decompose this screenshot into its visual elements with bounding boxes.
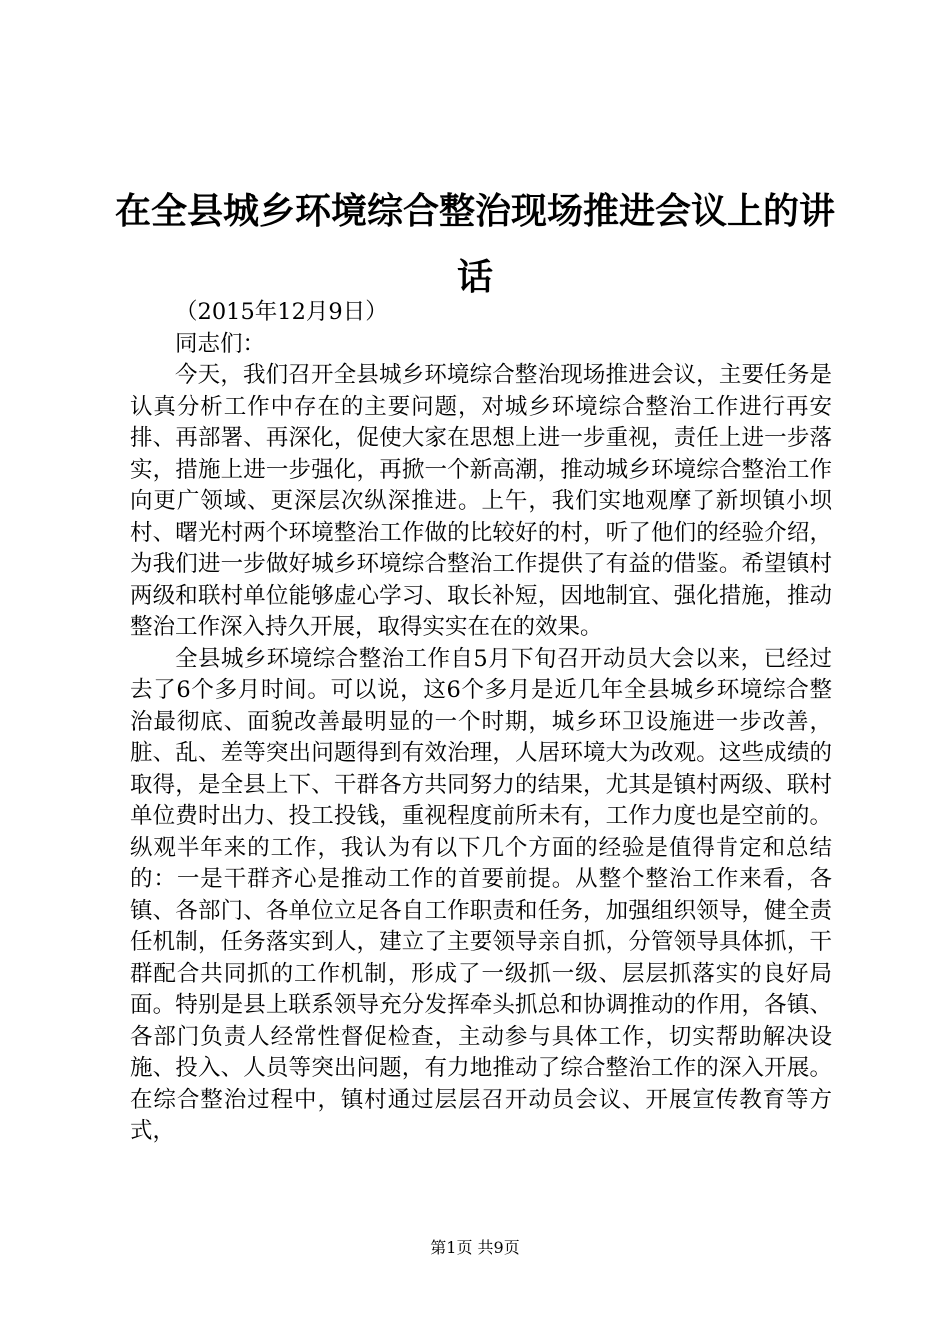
salutation: 同志们： <box>175 330 266 357</box>
date-line: （2015年12月9日） <box>175 299 388 325</box>
paragraph-1: 今天，我们召开全县城乡环境综合整治现场推进会议，主要任务是认真分析工作中存在的主要问题，对城乡环境综合整治工作进行再安排、再部署、再深化，促使大家在思想上进一步重视，责任上进一步落实，措施上进一步强化，再掀一个新高潮，推动城乡环境综合整治工作向更广领域、更深层次纵深推进。上午，我们实地观摩了新坝镇小坝村、曙光村两个环境整治工作做的比较好的村，听了他们的经验介绍，为我们进一步做好城乡环境综合整治工作提供了有益的借鉴。希望镇村两级和联村单位能够虚心学习、取长补短，因地制宜、强化措施，推动整治工作深入持久开展，取得实实在在的效果。 <box>130 362 832 640</box>
document-body <box>130 297 832 1148</box>
paragraph-2: 全县城乡环境综合整治工作自5月下旬召开动员大会以来，已经过去了6个多月时间。可以说，这6个多月是近几年全县城乡环境综合整治最彻底、面貌改善最明显的一个时期，城乡环卫设施进一步改善，脏、乱、差等突出问题得到有效治理，人居环境大为改观。这些成绩的取得，是全县上下、干群各方共同努力的结果，尤其是镇村两级、联村单位费时出力、投工投钱，重视程度前所未有，工作力度也是空前的。纵观半年来的工作，我认为有以下几个方面的经验是值得肯定和总结的：一是干群齐心是推动工作的首要前提。从整个整治工作来看，各镇、各部门、各单位立足各自工作职责和任务，加强组织领导，健全责任机制，任务落实到人，建立了主要领导亲自抓，分管领导具体抓，干群配合共同抓的工作机制，形成了一级抓一级、层层抓落实的良好局面。特别是县上联系领导充分发挥牵头抓总和协调推动的作用，各镇、各部门负责人经常性督促检查，主动参与具体工作，切实帮助解决设施、投入、人员等突出问题，有力地推动了综合整治工作的深入开展。在综合整治过程中，镇村通过层层召开动员会议、开展宣传教育等方式， <box>130 645 832 1144</box>
page-footer: 第1页 共9页 <box>430 1238 520 1257</box>
document-title: 在全县城乡环境综合整治现场推进会议上的讲话 <box>114 190 835 298</box>
